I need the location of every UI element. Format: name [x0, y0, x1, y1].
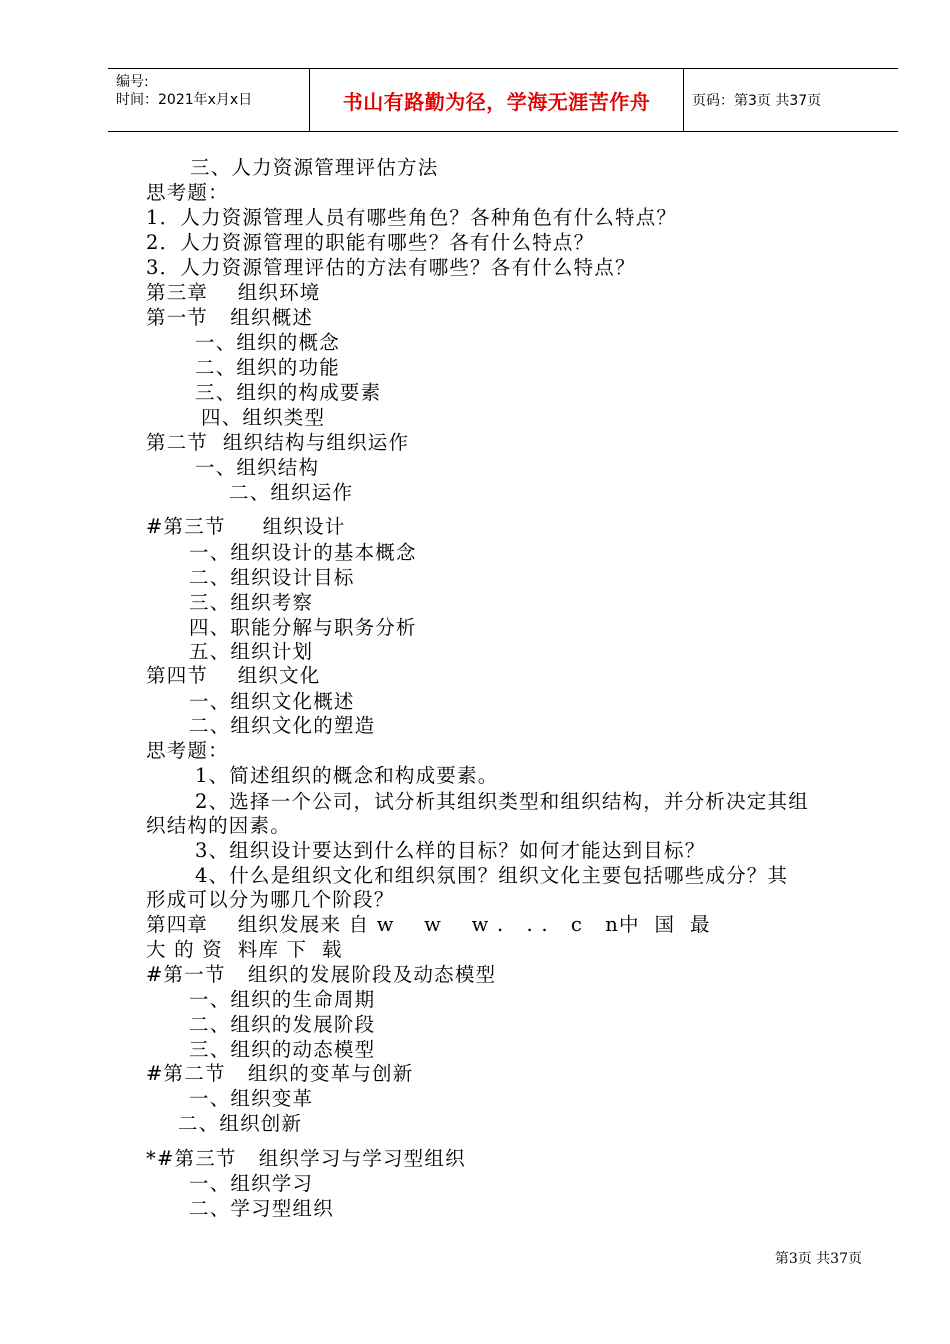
subsection-item: 二、组织运作 — [229, 481, 354, 504]
subsection-item: 五、组织计划 — [189, 640, 314, 663]
subsection-item: 三、组织的动态模型 — [189, 1038, 376, 1061]
subsection-item: 一、组织结构 — [195, 456, 320, 479]
subsection-item: 二、组织创新 — [178, 1112, 303, 1135]
subsection-item: 一、组织的生命周期 — [189, 988, 376, 1011]
questions-heading: 思考题： — [146, 181, 229, 204]
question-item: 3、组织设计要达到什么样的目标？如何才能达到目标？ — [195, 839, 706, 862]
subsection-item: 一、组织设计的基本概念 — [189, 541, 417, 564]
section-heading: #第一节 组织的发展阶段及动态模型 — [146, 963, 497, 986]
question-item: 3．人力资源管理评估的方法有哪些？各有什么特点？ — [146, 256, 636, 279]
questions-heading: 思考题： — [146, 739, 229, 762]
question-item: 1．人力资源管理人员有哪些角色？各种角色有什么特点？ — [146, 206, 678, 229]
section-heading: *#第三节 组织学习与学习型组织 — [146, 1147, 466, 1170]
section-heading: 三、人力资源管理评估方法 — [190, 156, 439, 179]
section-heading: 第二节 组织结构与组织运作 — [146, 431, 410, 454]
subsection-item: 三、组织考察 — [189, 591, 314, 614]
question-item-continued: 形成可以分为哪几个阶段？ — [146, 888, 395, 911]
footer-page-number: 第3页 共37页 — [774, 1251, 862, 1267]
document-time-label: 时间：2021年x月x日 — [116, 92, 253, 108]
question-item: 2．人力资源管理的职能有哪些？各有什么特点？ — [146, 231, 595, 254]
header-motto: 书山有路勤为径，学海无涯苦作舟 — [342, 89, 651, 114]
section-heading: #第二节 组织的变革与创新 — [146, 1062, 414, 1085]
section-heading: 第四节 组织文化 — [146, 664, 321, 687]
subsection-item: 一、组织变革 — [189, 1087, 314, 1110]
subsection-item: 二、组织文化的塑造 — [189, 714, 376, 737]
section-heading: 第一节 组织概述 — [146, 306, 314, 329]
subsection-item: 二、组织的发展阶段 — [189, 1013, 376, 1036]
subsection-item: 一、组织的概念 — [195, 331, 340, 354]
subsection-item: 四、组织类型 — [201, 406, 326, 429]
section-heading: #第三节 组织设计 — [146, 515, 346, 538]
subsection-item: 三、组织的构成要素 — [195, 381, 382, 404]
question-item: 1、简述组织的概念和构成要素。 — [195, 764, 499, 787]
question-item: 4、什么是组织文化和组织氛围？组织文化主要包括哪些成分？其 — [195, 864, 789, 887]
chapter-heading-continued: 大 的 资 料库 下 载 — [146, 938, 343, 961]
subsection-item: 二、学习型组织 — [189, 1197, 334, 1220]
question-item-continued: 织结构的因素。 — [146, 814, 291, 837]
subsection-item: 二、组织的功能 — [195, 356, 340, 379]
subsection-item: 二、组织设计目标 — [189, 566, 355, 589]
subsection-item: 四、职能分解与职务分析 — [189, 616, 417, 639]
page-footer — [775, 1248, 862, 1268]
question-item: 2、选择一个公司，试分析其组织类型和组织结构，并分析决定其组 — [195, 790, 809, 813]
subsection-item: 一、组织学习 — [189, 1172, 314, 1195]
document-number-label: 编号: — [116, 74, 149, 90]
subsection-item: 一、组织文化概述 — [189, 690, 355, 713]
header-page-number: 页码：第3页 共37页 — [692, 93, 822, 109]
chapter-heading: 第三章 组织环境 — [146, 281, 321, 304]
chapter-heading: 第四章 组织发展来 自 w w w . . . c n中 国 最 — [146, 913, 711, 936]
